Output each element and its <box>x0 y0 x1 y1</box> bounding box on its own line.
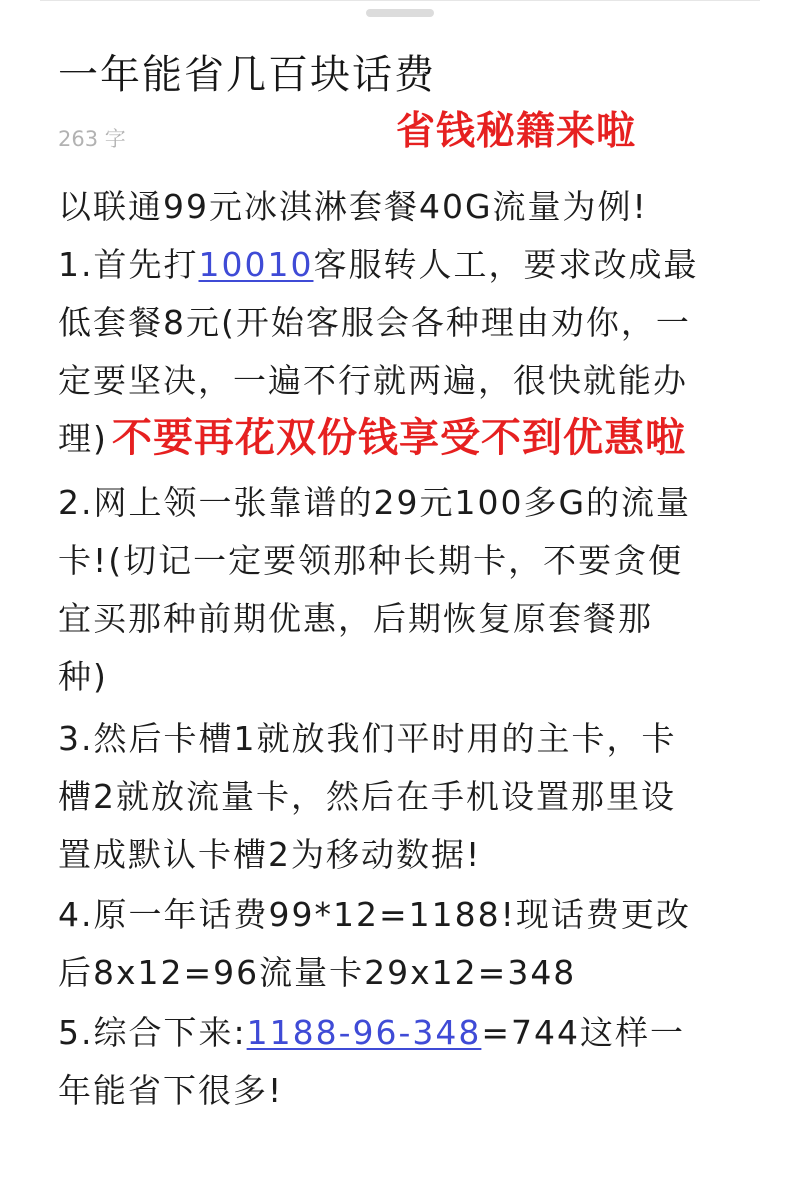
overlay-caption-top: 省钱秘籍来啦 <box>396 109 637 154</box>
body-line: 种) <box>58 657 108 696</box>
word-count: 263 字 <box>58 127 126 151</box>
body-line: 槽2就放流量卡，然后在手机设置那里设 <box>58 777 676 816</box>
body-line: 2.网上领一张靠谱的29元100多G的流量 <box>58 483 692 522</box>
body-line: 理) <box>58 419 108 458</box>
body-line: 后8x12=96流量卡29x12=348 <box>58 953 577 992</box>
body-line: 卡!(切记一定要领那种长期卡，不要贪便 <box>58 541 684 580</box>
body-line: 定要坚决，一遍不行就两遍，很快就能办 <box>58 361 688 400</box>
top-frame-line <box>40 0 760 1</box>
body-text: =744这样一 <box>481 1013 686 1052</box>
body-line: 宜买那种前期优惠，后期恢复原套餐那 <box>58 599 653 638</box>
body-line <box>58 242 698 288</box>
body-text: 客服转人工，要求改成最 <box>313 245 699 284</box>
body-line <box>58 1010 685 1056</box>
phone-number-link[interactable]: 10010 <box>198 245 314 284</box>
body-line: 低套餐8元(开始客服会各种理由劝你，一 <box>58 303 691 342</box>
body-line: 置成默认卡槽2为移动数据! <box>58 835 482 874</box>
body-line: 4.原一年话费99*12=1188!现话费更改 <box>58 895 691 934</box>
drag-handle[interactable] <box>366 9 434 17</box>
body-line: 3.然后卡槽1就放我们平时用的主卡，卡 <box>58 719 677 758</box>
calculation-link[interactable]: 1188-96-348 <box>246 1013 482 1052</box>
body-text: 5.综合下来: <box>58 1013 247 1052</box>
body-text: 1.首先打 <box>58 245 199 284</box>
overlay-caption-middle: 不要再花双份钱享受不到优惠啦 <box>112 415 686 461</box>
note-title: 一年能省几百块话费 <box>58 52 436 98</box>
body-line: 以联通99元冰淇淋套餐40G流量为例! <box>58 187 648 226</box>
body-line: 年能省下很多! <box>58 1071 284 1110</box>
